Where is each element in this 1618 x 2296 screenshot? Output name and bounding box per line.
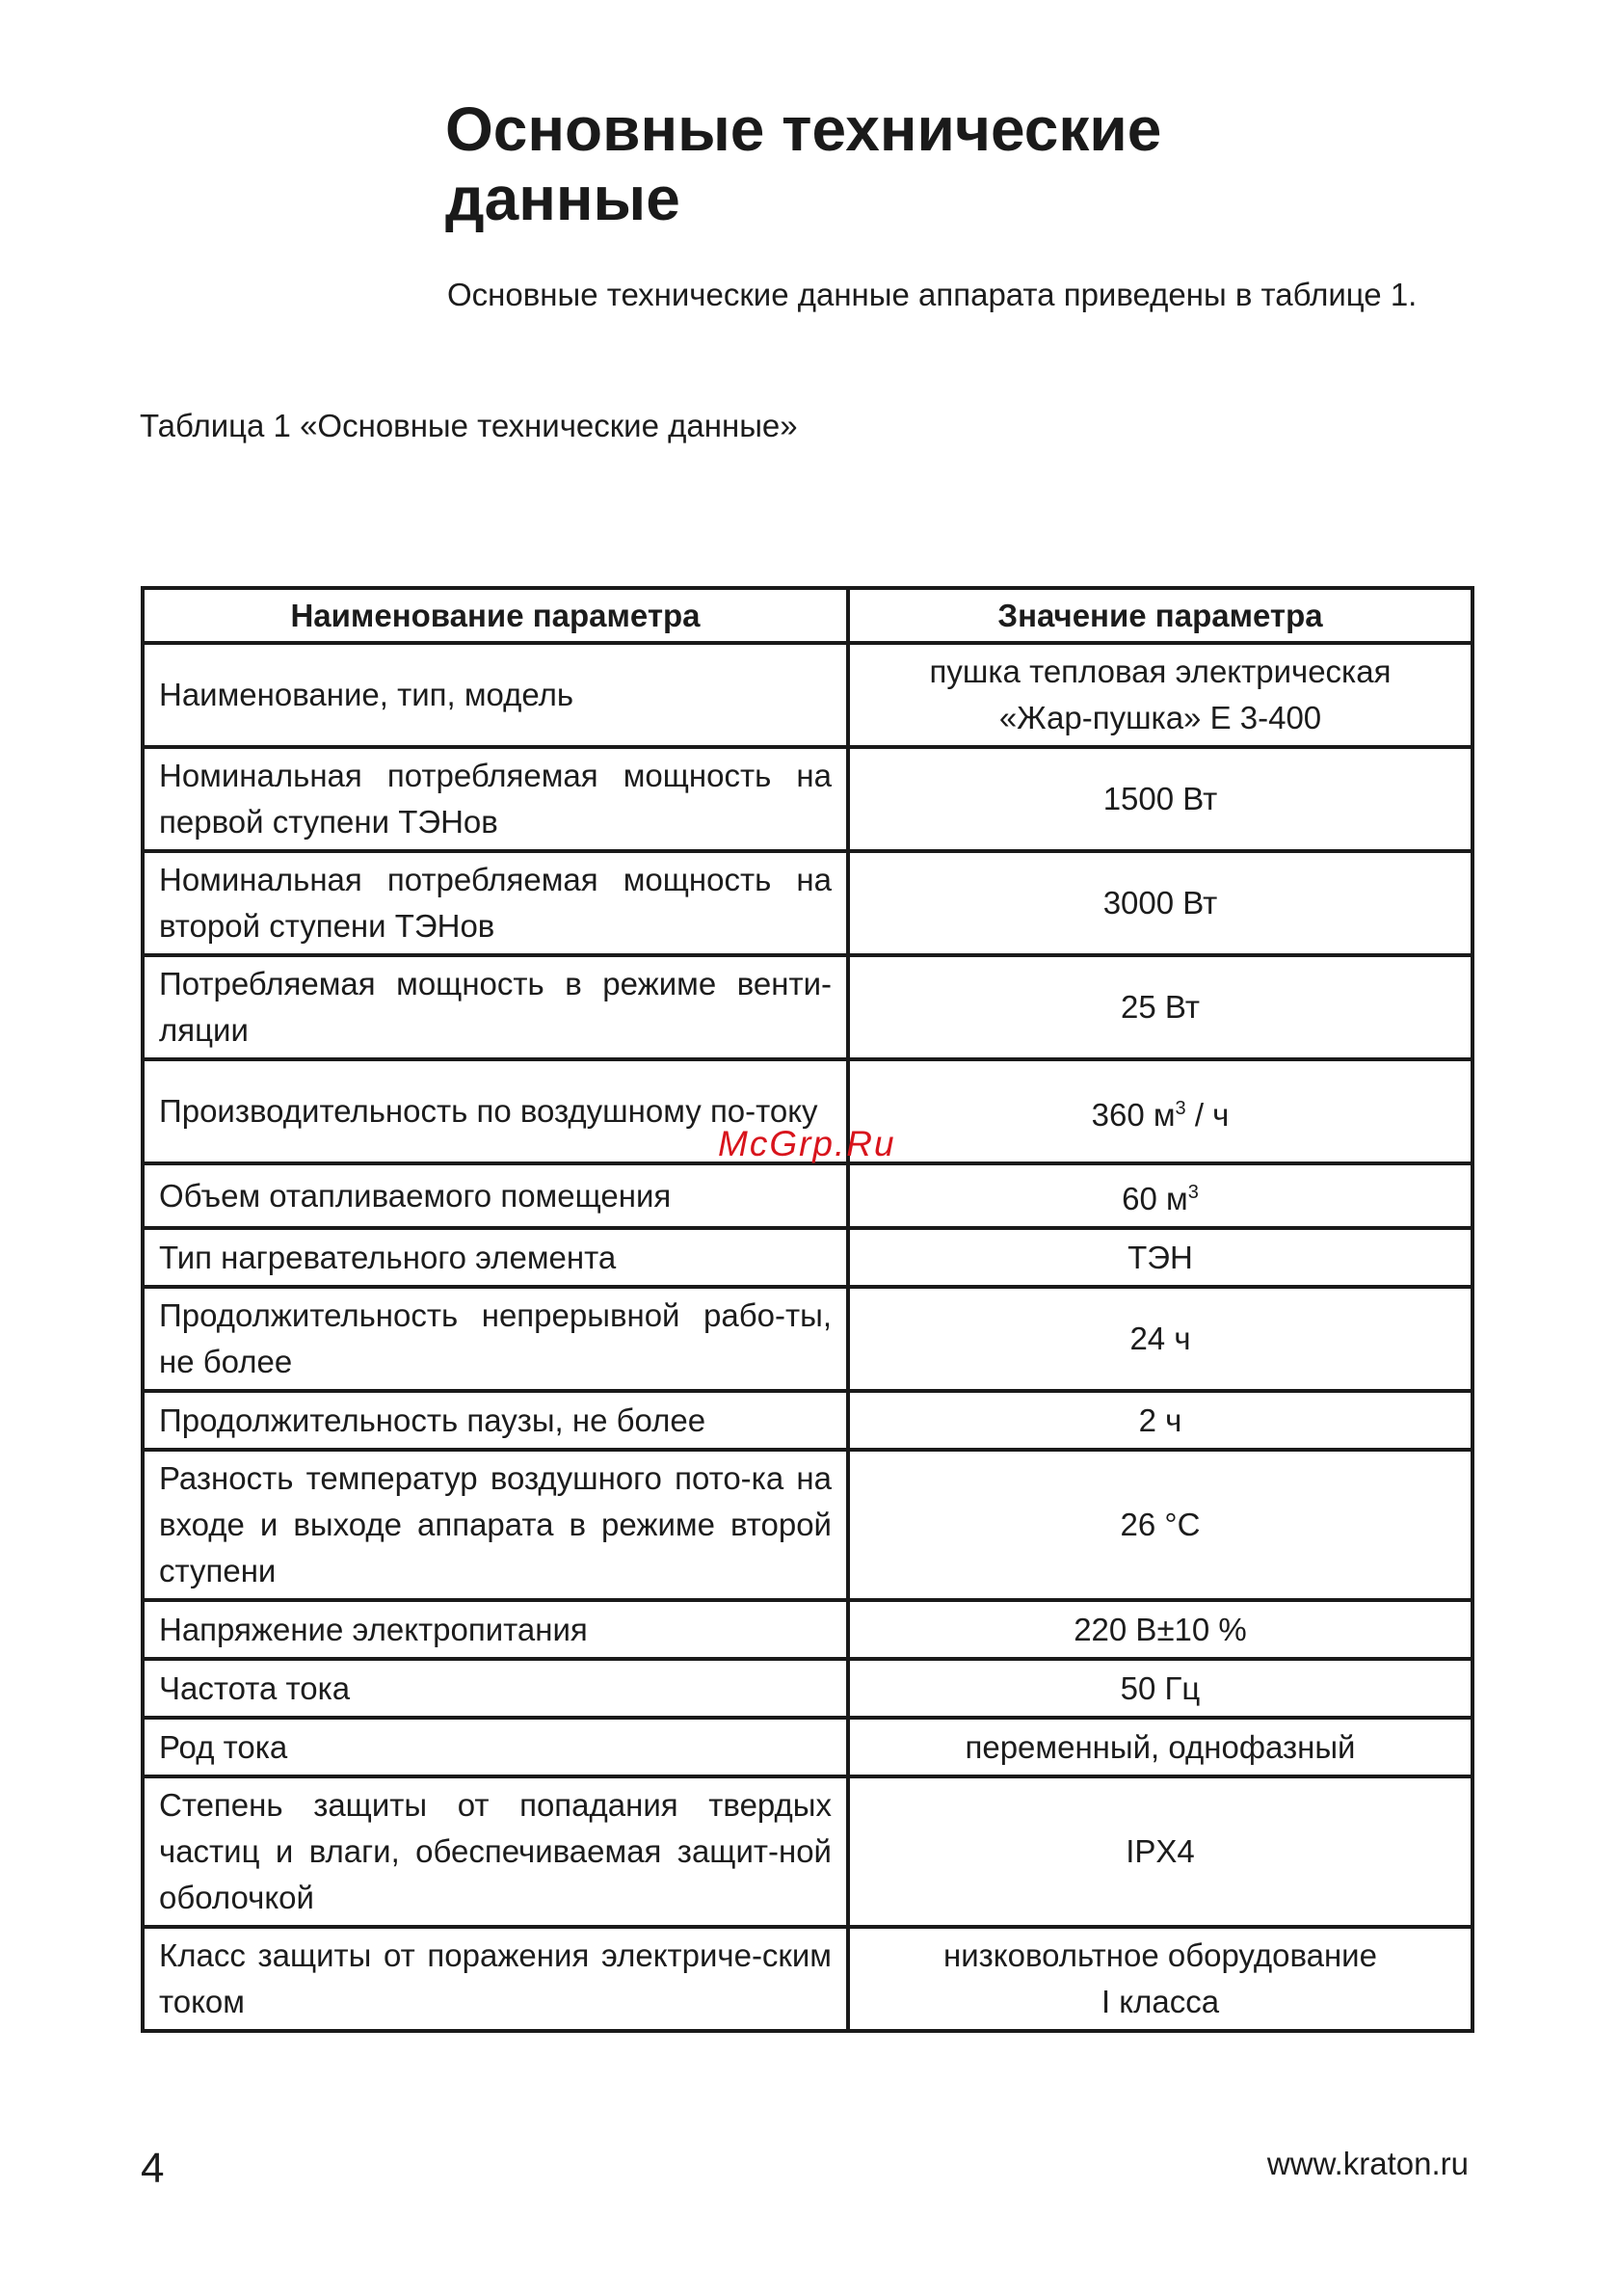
header-parameter: Наименование параметра: [143, 588, 848, 643]
table-row: [143, 747, 1472, 851]
intro-paragraph: Основные технические данные аппарата приведены в таблице 1.: [447, 277, 1418, 312]
row-value-line1: пушка тепловая электрическая: [929, 654, 1392, 689]
table-row: [143, 1163, 1472, 1228]
table-row: [143, 851, 1472, 955]
row-value: 2 ч: [848, 1391, 1472, 1450]
row-value-superscript: 3: [1187, 1182, 1199, 1203]
specs-table: [141, 586, 1474, 2033]
row-value-line2: I класса: [1101, 1984, 1220, 2019]
row-param: Объем отапливаемого помещения: [143, 1163, 848, 1228]
row-value: 25 Вт: [848, 955, 1472, 1059]
row-param: Наименование, тип, модель: [143, 643, 848, 747]
row-value: ТЭН: [848, 1228, 1472, 1287]
row-value: 1500 Вт: [848, 747, 1472, 851]
row-param: Класс защиты от поражения электриче-ским током: [143, 1927, 848, 2031]
table-row: [143, 1659, 1472, 1718]
row-value-line2: «Жар-пушка» Е 3-400: [998, 700, 1322, 735]
row-value: переменный, однофазный: [848, 1718, 1472, 1776]
table-row: [143, 1450, 1472, 1600]
row-value: 24 ч: [848, 1287, 1472, 1391]
table-row: [143, 1776, 1472, 1927]
row-value: 50 Гц: [848, 1659, 1472, 1718]
table-row: [143, 1287, 1472, 1391]
row-value-main: 60 м: [1122, 1181, 1188, 1216]
row-value: 220 В±10 %: [848, 1600, 1472, 1659]
table-caption: Таблица 1 «Основные технические данные»: [140, 408, 798, 443]
row-value-tail: / ч: [1194, 1096, 1230, 1133]
row-value: [848, 1059, 1472, 1163]
row-param: Продолжительность паузы, не более: [143, 1391, 848, 1450]
row-value: IPX4: [848, 1776, 1472, 1927]
row-param: Напряжение электропитания: [143, 1600, 848, 1659]
row-value-superscript: 3: [1175, 1097, 1186, 1119]
page-title-line1: Основные технические: [445, 94, 1162, 164]
table-row: [143, 955, 1472, 1059]
row-param: Разность температур воздушного пото-ка на входе и выходе аппарата в режиме второй ступени: [143, 1450, 848, 1600]
row-param: Номинальная потребляемая мощность на второй ступени ТЭНов: [143, 851, 848, 955]
row-value-main: 360 м: [1091, 1096, 1176, 1133]
table-row: [143, 1927, 1472, 2031]
row-value: [848, 643, 1472, 747]
row-value: [848, 1163, 1472, 1228]
watermark: McGrp.Ru: [718, 1124, 896, 1163]
table-row: [143, 1228, 1472, 1287]
header-value: Значение параметра: [848, 588, 1472, 643]
row-value-line1: низковольтное оборудование: [943, 1937, 1377, 1973]
row-param: Производительность по воздушному по-току: [143, 1059, 848, 1163]
footer-website-link[interactable]: www.kraton.ru: [1266, 2146, 1469, 2181]
table-row: [143, 643, 1472, 747]
row-param: Продолжительность непрерывной рабо-ты, не более: [143, 1287, 848, 1391]
page-number: 4: [141, 2145, 165, 2192]
table-row: [143, 1718, 1472, 1776]
page-title: [445, 94, 1467, 233]
table-row: [143, 1391, 1472, 1450]
row-param: Тип нагревательного элемента: [143, 1228, 848, 1287]
table-header-row: [143, 588, 1472, 643]
row-param: Степень защиты от попадания твердых частиц и влаги, обеспечиваемая защит-ной оболочкой: [143, 1776, 848, 1927]
table-row: [143, 1600, 1472, 1659]
page-title-line2: данные: [445, 164, 680, 233]
row-param: Номинальная потребляемая мощность на первой ступени ТЭНов: [143, 747, 848, 851]
row-value: [848, 1927, 1472, 2031]
row-value: 26 °С: [848, 1450, 1472, 1600]
row-value: 3000 Вт: [848, 851, 1472, 955]
row-param: Род тока: [143, 1718, 848, 1776]
row-param: Потребляемая мощность в режиме венти-ляции: [143, 955, 848, 1059]
row-param: Частота тока: [143, 1659, 848, 1718]
